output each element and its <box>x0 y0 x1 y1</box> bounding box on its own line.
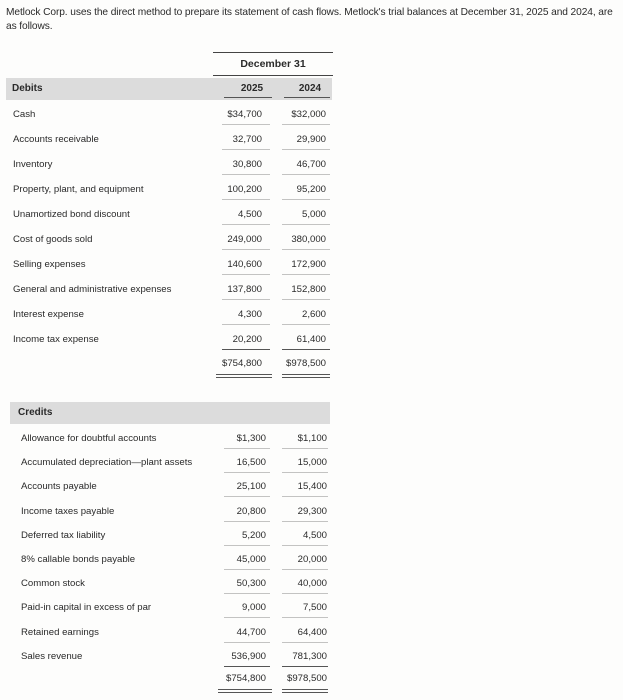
table-row <box>0 600 623 616</box>
value-2024: 46,700 <box>296 159 326 170</box>
row-label: Cost of goods sold <box>13 234 93 245</box>
row-label: Sales revenue <box>21 650 83 662</box>
table-row <box>0 504 623 520</box>
value-2025: 20,200 <box>232 334 262 345</box>
cell-rule <box>282 124 330 125</box>
total-2024: $978,500 <box>285 358 326 369</box>
table-row <box>0 107 623 123</box>
cell-rule <box>282 521 328 522</box>
value-2025: 137,800 <box>227 284 262 295</box>
value-2024: 20,000 <box>297 554 327 565</box>
cell-rule <box>282 199 330 200</box>
table-row <box>0 649 623 665</box>
table-row <box>0 576 623 592</box>
value-2024: 95,200 <box>296 184 326 195</box>
table-row <box>0 157 623 173</box>
row-label: Unamortized bond discount <box>13 209 130 220</box>
table-row <box>0 182 623 198</box>
total-row <box>0 356 623 372</box>
table-row <box>0 552 623 568</box>
cell-rule <box>222 324 270 325</box>
value-2025: 32,700 <box>232 134 262 145</box>
cell-rule <box>222 274 270 275</box>
value-2025: $1,300 <box>236 433 266 444</box>
cell-rule <box>224 617 270 618</box>
row-label: Paid-in capital in excess of par <box>21 602 152 614</box>
row-label: Interest expense <box>13 309 84 320</box>
year-2024-header: 2024 <box>298 83 322 94</box>
credits-header-band <box>10 402 330 424</box>
value-2024: 29,900 <box>296 134 326 145</box>
table-row <box>0 479 623 495</box>
row-label: Cash <box>13 109 36 120</box>
value-2025: 4,300 <box>237 309 262 320</box>
value-2024: 4,500 <box>302 529 327 541</box>
value-2024: 29,300 <box>297 505 327 517</box>
table-row <box>0 431 623 447</box>
total-double-underline <box>218 689 272 693</box>
value-2025: 20,800 <box>236 505 266 517</box>
value-2025: 50,300 <box>236 578 266 590</box>
cell-rule <box>282 642 328 643</box>
table-row <box>0 528 623 544</box>
value-2025: 249,000 <box>227 234 262 245</box>
year-2025-underline <box>224 97 272 98</box>
table-row <box>0 207 623 223</box>
year-2025-header: 2025 <box>240 83 264 94</box>
year-2024-underline <box>284 97 330 98</box>
cell-rule <box>222 299 270 300</box>
total-double-underline <box>282 689 328 693</box>
row-label: Selling expenses <box>13 259 86 270</box>
value-2024: 64,400 <box>297 626 327 638</box>
row-label: Common stock <box>21 578 85 590</box>
value-2024: 152,800 <box>291 284 326 295</box>
row-label: Income taxes payable <box>21 505 115 517</box>
table-row <box>0 455 623 471</box>
cell-rule <box>282 324 330 325</box>
cell-rule <box>224 496 270 497</box>
value-2025: 44,700 <box>236 626 266 638</box>
intro-text: Metlock Corp. uses the direct method to prepare its statement of cash flows. Metlock's trial balances at December 31, 2025 and 2024, are as follows. <box>6 7 613 32</box>
value-2025: $34,700 <box>227 109 262 120</box>
value-2025: 536,900 <box>231 650 266 662</box>
row-label: Deferred tax liability <box>21 529 106 541</box>
cell-rule <box>222 124 270 125</box>
cell-rule <box>224 569 270 570</box>
row-label: Accounts receivable <box>13 134 99 145</box>
total-row <box>0 671 623 687</box>
value-2025: 45,000 <box>236 554 266 565</box>
cell-rule <box>224 521 270 522</box>
cell-rule <box>282 249 330 250</box>
value-2025: 30,800 <box>232 159 262 170</box>
value-2025: 9,000 <box>241 602 266 614</box>
cell-rule <box>282 174 330 175</box>
table-row <box>0 132 623 148</box>
value-2024: 61,400 <box>296 334 326 345</box>
row-label: Allowance for doubtful accounts <box>21 433 157 444</box>
cell-rule <box>282 448 328 449</box>
value-2024: 781,300 <box>292 650 327 662</box>
cell-rule <box>282 224 330 225</box>
value-2024: $32,000 <box>291 109 326 120</box>
cell-rule <box>224 666 270 667</box>
cell-rule <box>282 274 330 275</box>
value-2024: 5,000 <box>301 209 326 220</box>
debits-title: Debits <box>12 83 43 94</box>
cell-rule <box>224 642 270 643</box>
total-2024: $978,500 <box>286 673 327 684</box>
cell-rule <box>282 299 330 300</box>
credits-title: Credits <box>18 407 53 418</box>
cell-rule <box>222 174 270 175</box>
value-2024: $1,100 <box>297 433 327 444</box>
cell-rule <box>282 545 328 546</box>
row-label: Income tax expense <box>13 334 99 345</box>
cell-rule <box>282 569 328 570</box>
value-2025: 5,200 <box>241 529 266 541</box>
value-2024: 380,000 <box>291 234 326 245</box>
table-row <box>0 625 623 641</box>
column-group-header: December 31 <box>213 52 333 76</box>
row-label: Inventory <box>13 159 53 170</box>
cell-rule <box>224 472 270 473</box>
value-2024: 40,000 <box>297 578 327 590</box>
value-2025: 100,200 <box>227 184 262 195</box>
total-2025: $754,800 <box>225 673 266 684</box>
cell-rule <box>222 149 270 150</box>
row-label: General and administrative expenses <box>13 284 172 295</box>
cell-rule <box>222 349 270 350</box>
table-row <box>0 282 623 298</box>
value-2024: 15,000 <box>297 457 327 469</box>
cell-rule <box>282 149 330 150</box>
cell-rule <box>282 472 328 473</box>
value-2025: 16,500 <box>236 457 266 469</box>
cell-rule <box>282 666 328 667</box>
table-row <box>0 257 623 273</box>
cell-rule <box>282 349 330 350</box>
cell-rule <box>282 617 328 618</box>
row-label: Accumulated depreciation—plant assets <box>21 457 193 469</box>
cell-rule <box>222 199 270 200</box>
value-2025: 4,500 <box>237 209 262 220</box>
total-2025: $754,800 <box>221 358 262 369</box>
value-2025: 25,100 <box>236 481 266 493</box>
cell-rule <box>282 496 328 497</box>
value-2024: 2,600 <box>301 309 326 320</box>
cell-rule <box>224 593 270 594</box>
table-row <box>0 232 623 248</box>
row-label: Accounts payable <box>21 481 97 493</box>
value-2025: 140,600 <box>227 259 262 270</box>
cell-rule <box>224 448 270 449</box>
cell-rule <box>224 545 270 546</box>
total-double-underline <box>216 374 272 378</box>
value-2024: 172,900 <box>291 259 326 270</box>
table-row <box>0 332 623 348</box>
value-2024: 15,400 <box>297 481 327 493</box>
value-2024: 7,500 <box>302 602 327 614</box>
table-row <box>0 307 623 323</box>
cell-rule <box>222 224 270 225</box>
cell-rule <box>222 249 270 250</box>
row-label: 8% callable bonds payable <box>21 554 136 565</box>
row-label: Property, plant, and equipment <box>13 184 144 195</box>
row-label: Retained earnings <box>21 626 99 638</box>
total-double-underline <box>282 374 330 378</box>
cell-rule <box>282 593 328 594</box>
